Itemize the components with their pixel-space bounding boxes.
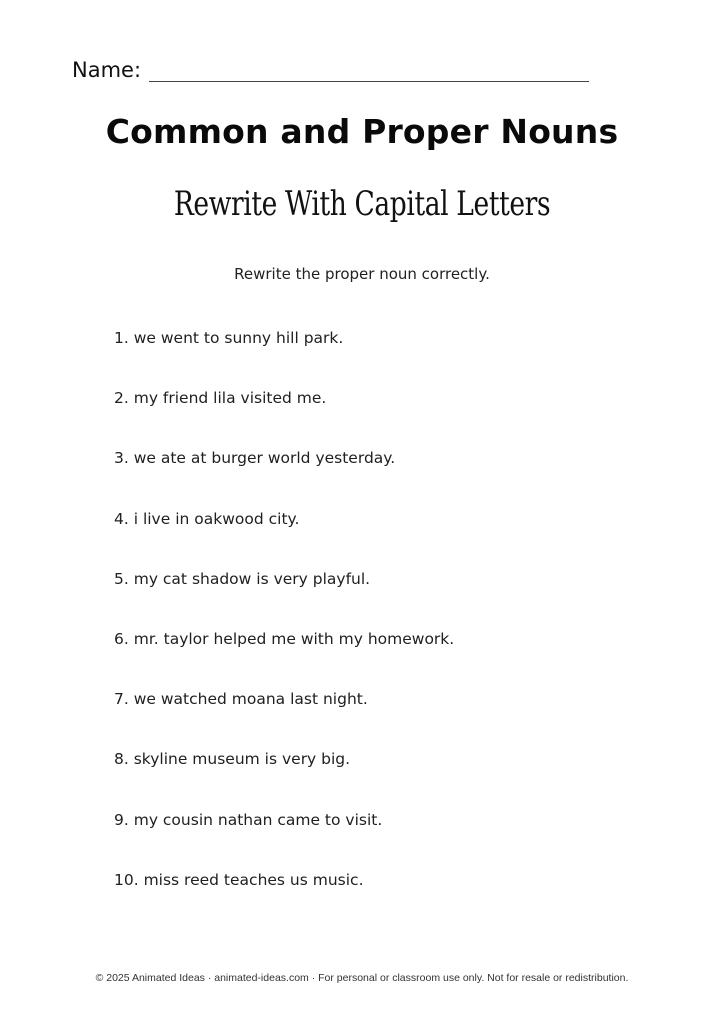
name-field[interactable] — [72, 58, 589, 82]
question-item: 7. we watched moana last night. — [114, 690, 368, 709]
question-item: 1. we went to sunny hill park. — [114, 329, 344, 347]
name-blank-line[interactable] — [149, 63, 589, 82]
question-item: 3. we ate at burger world yesterday. — [114, 449, 396, 468]
question-item: 9. my cousin nathan came to visit. — [114, 810, 383, 829]
worksheet-subtitle: Rewrite With Capital Letters — [173, 184, 551, 224]
question-item: 10. miss reed teaches us music. — [114, 870, 364, 889]
question-list — [114, 329, 454, 931]
instructions: Rewrite the proper noun correctly. — [234, 265, 490, 283]
question-item: 8. skyline museum is very big. — [114, 750, 351, 769]
copyright-footer: © 2025 Animated Ideas · animated-ideas.com · For personal or classroom use only. Not for resale or redistribution. — [95, 972, 629, 984]
question-item: 2. my friend lila visited me. — [114, 389, 327, 408]
question-item: 6. mr. taylor helped me with my homework. — [114, 629, 455, 648]
worksheet-title: Common and Proper Nouns — [105, 112, 619, 151]
question-item: 5. my cat shadow is very playful. — [114, 569, 371, 588]
question-item: 4. i live in oakwood city. — [114, 509, 300, 528]
name-label: Name: — [72, 58, 142, 82]
